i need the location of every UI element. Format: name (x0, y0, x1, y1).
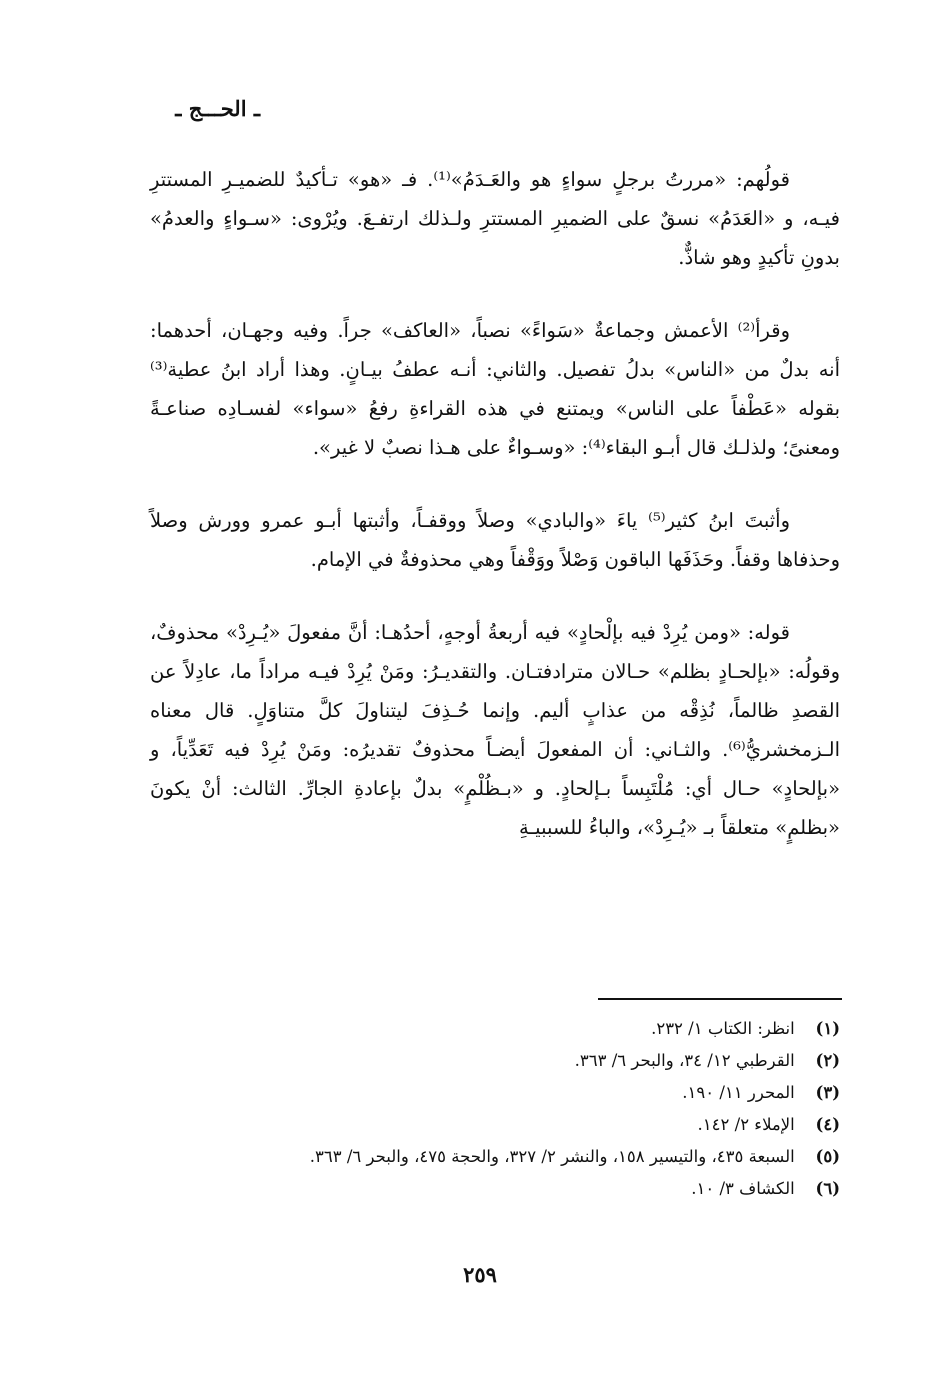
footnote-5 (150, 1141, 840, 1173)
footnote-3 (150, 1077, 840, 1109)
footnote-4 (150, 1109, 840, 1141)
footnote-number: (٤) (815, 1115, 840, 1134)
page-number: ٢٥٩ (463, 1262, 497, 1287)
footnote-number: (٦) (815, 1179, 840, 1198)
footnote-text: الإملاء ٢/ ١٤٢. (697, 1115, 795, 1134)
paragraph-2: وقرأ⁽²⁾ الأعمش وجماعةٌ «سَواءً» نصباً، «العاكف» جراً. وفيه وجهـان، أحدهما: أنه بدلٌ من «الناس» بدلُ تفصيل. والثاني: أنـه عطفُ بيـانٍ. وهذا أراد ابنُ عطية⁽³⁾ بقوله «عَطْفاً على الناس» ويمتنع في هذه القراءةِ رفعُ «سواء» لفسـادِه صناعـةً ومعنىً؛ ولذلـك قال أبـو البقاء⁽⁴⁾: «وسـواءٌ على هـذا نصبٌ لا غير». (150, 319, 840, 459)
footnotes (150, 1013, 840, 1205)
footnote-text: القرطبي ١٢/ ٣٤، والبحر ٦/ ٣٦٣. (574, 1051, 795, 1070)
footnote-number: (١) (815, 1019, 840, 1038)
footnote-text: المحرر ١١/ ١٩٠. (682, 1083, 795, 1102)
footnote-number: (٢) (815, 1051, 840, 1070)
running-header: ـ الحـــج ـ (175, 96, 260, 121)
footnote-text: الكشاف ٣/ ١٠. (691, 1179, 795, 1198)
footnote-1 (150, 1013, 840, 1045)
footnote-2 (150, 1045, 840, 1077)
paragraph-4: قوله: «ومن يُرِدْ فيه بإلْحادٍ» فيه أربعةُ أوجهٍ، أحدُهـا: أنَّ مفعولَ «يُـرِدْ» محذوفٌ، وقولُه: «بإلحـادٍ بظلم» حـالان مترادفتـان. والتقديـرُ: ومَنْ يُرِدْ فيـه مراداً ما، عادِلاً عن القصدِ ظالماً، نُذِقْه من عذابٍ أليم. وإنما حُـذِفَ ليتناولَ كلَّ متناوَلٍ. قال معناه الـزمخشريُّ⁽⁶⁾. والثـاني: أن المفعولَ أيضـاً محذوفٌ تقديرُه: ومَنْ يُرِدْ فيه تَعَدِّياً، و «بإلحادٍ» حـال أي: مُلْتَبِساً بـإلحادٍ. و «بـظُلْمٍ» بدلٌ بإعادةِ الجارِّ. الثالث: أنْ يكونَ «بظلمٍ» متعلقاً بـ «يُـرِدْ»، والباءُ للسببيـةِ (150, 621, 840, 839)
paragraph-3: وأثبتَ ابنُ كثير⁽⁵⁾ ياءَ «والبادي» وصلاً ووقفـاً، وأثبتها أبـو عمرو وورش وصلاً وحذفاها وقفاً. وحَذَفَها الباقون وَصْلاً ووَقْفاً وهي محذوفةٌ في الإمام. (150, 509, 840, 571)
footnote-number: (٥) (815, 1147, 840, 1166)
main-text (150, 160, 840, 881)
footnote-divider (598, 998, 842, 1000)
paragraph-1: قولُهم: «مررتُ برجلٍ سواءٍ هو والعَـدَمُ»⁽¹⁾. فـ «هو» تـأكيدٌ للضميـرِ المستترِ فيـه، و «العَدَمُ» نسقٌ على الضميرِ المستترِ ولـذلك ارتفـعَ. ويُرْوى: «سـواءٍ والعدمُ» بدونِ تأكيدٍ وهو شاذٌّ. (150, 168, 840, 269)
footnote-6 (150, 1173, 840, 1205)
footnote-text: انظر: الكتاب ١/ ٢٣٢. (651, 1019, 795, 1038)
footnote-number: (٣) (815, 1083, 840, 1102)
footnote-text: السبعة ٤٣٥، والتيسير ١٥٨، والنشر ٢/ ٣٢٧، والحجة ٤٧٥، والبحر ٦/ ٣٦٣. (309, 1147, 795, 1166)
